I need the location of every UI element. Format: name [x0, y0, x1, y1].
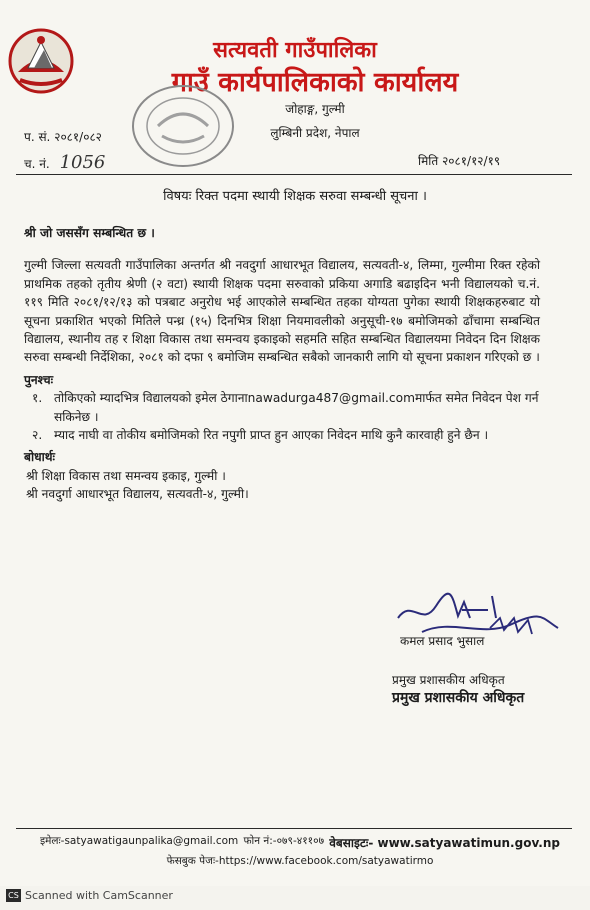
note-number: १.	[32, 391, 43, 406]
greeting: श्री जो जससँग सम्बन्धित छ ।	[24, 226, 155, 240]
notes-title: पुनश्चः	[24, 372, 54, 387]
footer-facebook: फेसबुक पेजः-https://www.facebook.com/satyawatirmo	[166, 855, 434, 867]
ps-value: २०८१/०८२	[54, 130, 102, 144]
letter-body	[24, 216, 540, 504]
camscanner-logo-icon: CS	[6, 889, 21, 902]
copy-to-title: बोधार्थः	[24, 450, 56, 465]
ref-number-row	[24, 128, 102, 145]
office-seal-stamp	[128, 82, 238, 170]
copy-to-item: श्री नवदुर्गा आधारभूत विद्यालय, सत्यवती-४, गुल्मी।	[26, 487, 249, 502]
date-value: २०८१/१२/१९	[442, 154, 501, 168]
office-name: सत्यवती गाउँपालिका	[213, 37, 377, 63]
main-paragraph: गुल्मी जिल्ला सत्यवती गाउँपालिका अन्तर्गत श्री नवदुर्गा आधारभूत विद्यालय, सत्यवती-४, लिम्मा, गुल्मीमा रिक्त रहेको प्राथमिक तहको तृतीय श्रेणी (२ वटा) स्थायी शिक्षक पदमा सरुवाको प्रकिया अगाडि बढाइदिन भनी विद्यालयको च.नं. ११९ मिति २०८१/१२/१३ को पत्रबाट अनुरोध भई आएकोले सम्बन्धित तहका योग्यता पुगेका स्थायी शिक्षकहरुबाट यो सूचना प्रकाशित भएको मितिले पन्ध्र (१५) दिनभित्र शिक्षा नियमावलीको अनुसूची-१७ बमोजिमको ढाँचामा सम्बन्धित विद्यालय, स्थानीय तह र शिक्षा विकास तथा समन्वय इकाइको सहमति सहित सम्बन्धित विद्यालयमा निवेदन दिन शिक्षक सरुवा सम्बन्धी निर्देशिका, २०८१ को दफा ९ बमोजिम सम्बन्धित सबैको जानकारी लागि यो सूचना प्रकाशन गरिएको छ ।	[24, 258, 540, 365]
signatory-role-stamp: प्रमुख प्रशासकीय अधिकृत	[392, 690, 525, 706]
date-label: मिति	[418, 154, 439, 168]
signatory-name: कमल प्रसाद भुसाल	[400, 634, 485, 648]
footer-divider	[16, 828, 572, 829]
copy-to-item: श्री शिक्षा विकास तथा समन्वय इकाइ, गुल्मी ।	[26, 468, 226, 483]
cn-value: 1056	[59, 152, 106, 173]
footer-contact-row	[40, 834, 560, 851]
scanner-watermark	[6, 889, 173, 902]
note-number: २.	[32, 428, 43, 443]
scanner-watermark-text: Scanned with CamScanner	[25, 889, 173, 902]
note-text: तोकिएको म्यादभित्र विद्यालयको इमेल ठेगानाnawadurga487@gmail.comमार्फत समेत निवेदन पेश गर्न सकिनेछ ।	[54, 391, 539, 424]
note-text: म्याद नाघी वा तोकीय बमोजिमको रित नपुगी प्राप्त हुन आएका निवेदन माथि कुनै कारवाही हुने छैन ।	[54, 428, 489, 443]
cn-label: च. नं.	[24, 157, 50, 171]
dispatch-number-row	[24, 152, 105, 173]
note-item	[32, 426, 540, 444]
footer-website: वेबसाइटः- www.satyawatimun.gov.np	[329, 836, 560, 850]
signature-block	[392, 588, 562, 707]
address-line-2: लुम्बिनी प्रदेश, नेपाल	[270, 126, 360, 140]
ps-label: प. सं.	[24, 130, 51, 144]
address-line-1: जोहाङ्ग, गुल्मी	[285, 102, 345, 116]
signatory-role: प्रमुख प्रशासकीय अधिकृत	[392, 673, 505, 687]
subject-line: विषयः रिक्त पदमा स्थायी शिक्षक सरुवा सम्बन्धी सूचना ।	[163, 189, 427, 204]
date-row	[418, 152, 500, 169]
footer-phone: फोन नं:-०७९-४११०७	[243, 835, 325, 847]
note-item	[32, 389, 540, 426]
footer-email: इमेलः-satyawatigaunpalika@gmail.com	[40, 835, 239, 847]
header-divider	[16, 174, 572, 175]
office-title: गाउँ कार्यपालिकाको कार्यालय	[171, 67, 459, 98]
letterhead-footer	[40, 834, 560, 868]
